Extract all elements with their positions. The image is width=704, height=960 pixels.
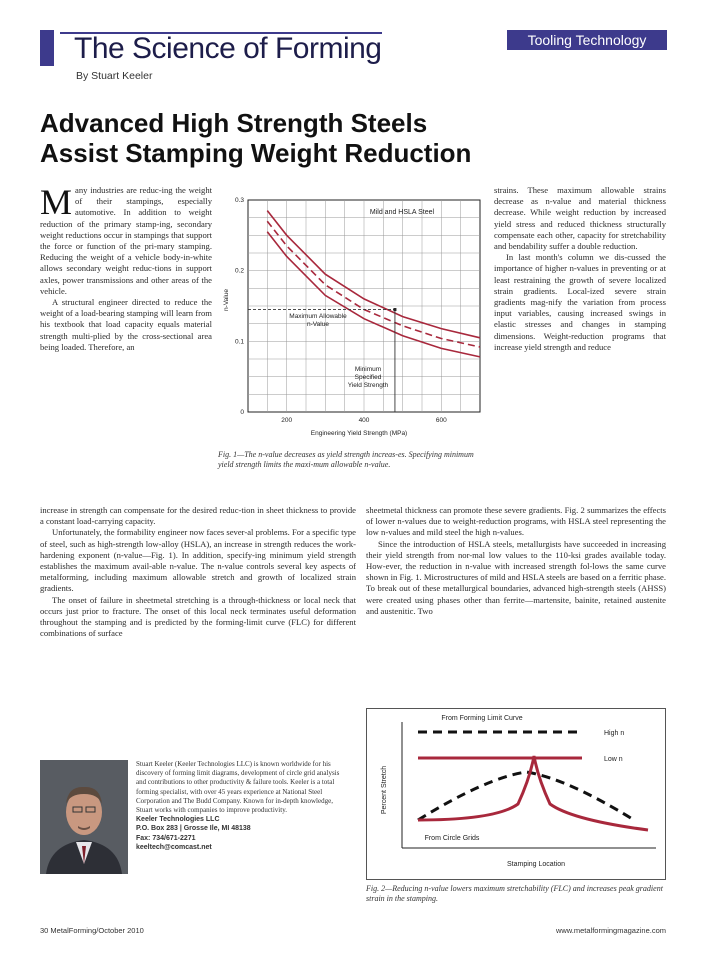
bio-company: Keeler Technologies LLC (136, 816, 220, 824)
footer-page-info: 30 MetalForming/October 2010 (40, 926, 144, 935)
bio-address: P.O. Box 283 | Grosse Ile, MI 48138 (136, 825, 251, 833)
x-tick-label: 600 (435, 417, 447, 424)
article-paragraph: The onset of failure in sheetmetal stretching is a through-thickness or local neck that occurs just prior to fracture. The onset of this local neck terminates useful deformation throughout the stamping and is predicted by the forming-limit curve (FLC) for different combinations of surface (40, 594, 356, 639)
author-photo (40, 760, 128, 874)
annotation-circle-grids: From Circle Grids (424, 835, 480, 842)
chart-title: Mild and HSLA Steel (369, 209, 435, 216)
y-tick-label: 0.2 (234, 267, 244, 275)
figure-2-caption: Fig. 2—Reducing n-value lowers maximum stretchability (FLC) and increases peak gradient strain in the stamping. (366, 884, 663, 903)
article-paragraph: A structural engineer directed to reduce the weight of a load-bearing stamping will learn from his textbook that load capacity equals material strength multi-plied by the cross-sectional area being loaded. Therefore, an (40, 297, 212, 352)
x-tick-label: 400 (358, 417, 370, 424)
figure-2-chart (366, 708, 666, 880)
chart-title: From Forming Limit Curve (441, 715, 523, 722)
marker-point (393, 308, 396, 311)
legend-low-n: Low n (604, 756, 623, 763)
annotation-max-n-2: n-Value (307, 321, 329, 328)
article-column-3 (494, 185, 666, 353)
column-title: The Science of Forming (74, 32, 382, 65)
x-axis-label: Engineering Yield Strength (MPa) (310, 430, 408, 437)
bio-description: Stuart Keeler (Keeler Technologies LLC) is known worldwide for his discovery of forming limit diagrams, development of circle grid analysis and contributions to other productivity & failure tools. Keeler is a total forming specialist, with over 45 years experience at National Steel Corporation and The Budd Company. Known for in-depth knowledge, Stuart works with companies to improve productivity. (136, 760, 340, 815)
byline: By Stuart Keeler (76, 70, 153, 82)
dropcap: M (40, 182, 73, 222)
annotation-min-ys: Minimum (354, 366, 382, 373)
section-tag: Tooling Technology (507, 30, 667, 50)
figure-1-chart (218, 190, 486, 444)
article-paragraph: increase in strength can compensate for the desired reduc-tion in sheet thickness to provide a constant load-carrying capacity. (40, 505, 356, 527)
y-axis-label: Percent Stretch (381, 765, 388, 815)
bio-email[interactable]: keeltech@comcast.net (136, 843, 212, 851)
y-axis-label: n-Value (223, 289, 230, 311)
figure-1-caption: Fig. 1—The n-value decreases as yield strength increas-es. Specifying minimum yield strength limits the maxi-mum allowable n-value. (218, 450, 474, 469)
y-tick-label: 0 (240, 409, 244, 416)
article-paragraph: strains. These maximum allowable strains decrease as n-value and material thickness decrease. While weight reduction by increased yield stress and reduced thickness structurally compensate each other, capacity for stretchability and bendability suffer a double reduction. (494, 185, 666, 252)
article-paragraph: Many industries are reduc-ing the weight of their stampings, especially automotive. In addition to weight reduction of the primary stamp-ing, secondary weight reductions occur in stampings that support the force or function of the pri-mary stamping. Reducing the weight of a vehicle body-in-white allows secondary weight reduc-tions in support axles, power transmissions and other areas of the vehicle. (40, 182, 212, 296)
annotation-min-ys-3: Yield Strength (347, 382, 389, 389)
bio-fax: Fax: 734/671-2271 (136, 834, 196, 842)
header-accent-bar (40, 30, 54, 66)
x-tick-label: 200 (281, 417, 293, 424)
article-column-1 (40, 182, 212, 353)
headline-line-2: Assist Stamping Weight Reduction (40, 138, 472, 168)
legend-high-n: High n (604, 730, 625, 737)
article-paragraph: sheetmetal thickness can promote these severe gradients. Fig. 2 summarizes the effects of lower n-values due to weight-reduction programs, with HSLA steel representing the low n-values and mild steel the high n-values. (366, 505, 666, 538)
headline-line-1: Advanced High Strength Steels (40, 108, 428, 138)
footer-website[interactable]: www.metalformingmagazine.com (555, 926, 666, 935)
article-paragraph: Unfortunately, the formability engineer now faces sever-al problems. For a specific type of steel, such as high-strength low-alloy (HSLA), an increase in strength reduces the work-hardening exponent (n-value—Fig. 1). In addition, specify-ing minimum yield strength establishes the maximum avail-able n-value. The n-value controls several key aspects of metalforming, including maximum allowable stretch and growth of localized strain gradients. (40, 527, 356, 594)
author-bio (136, 760, 342, 852)
article-paragraph: In last month's column we dis-cussed the importance of higher n-values in preventing or at least restraining the growth of severe localized strain gradients. Local-ized severe strain gradients mag-nify the variation from process input variables, causing increased swings in elastic stresses and changes in stamping dimensions. Weight-reduction programs that increase yield strength and reduce (494, 252, 666, 352)
y-tick-label: 0.1 (234, 338, 244, 346)
y-tick-label: 0.3 (234, 197, 244, 204)
article-column-2 (40, 505, 356, 639)
annotation-max-n: Maximum Allowable (289, 313, 347, 320)
article-column-4 (366, 505, 666, 617)
headline (40, 108, 600, 168)
annotation-min-ys-2: Specified (354, 374, 382, 381)
x-axis-label: Stamping Location (507, 861, 565, 868)
article-paragraph: Since the introduction of HSLA steels, metallurgists have succeeded in increasing their yield strength from nor-mal low values to the 110-ksi grades available today. How-ever, the reduction in n-value with increased strength fol-lows the same curve shown in Fig. 1. Microstructures of mild and HSLA steels are based on a ferritic phase. To break out of these metallurgical boundaries, advanced high-strength steels (AHSS) were created using phases other than ferrite—martensite, bainite, retained austenite and austenitic. Two (366, 538, 666, 616)
